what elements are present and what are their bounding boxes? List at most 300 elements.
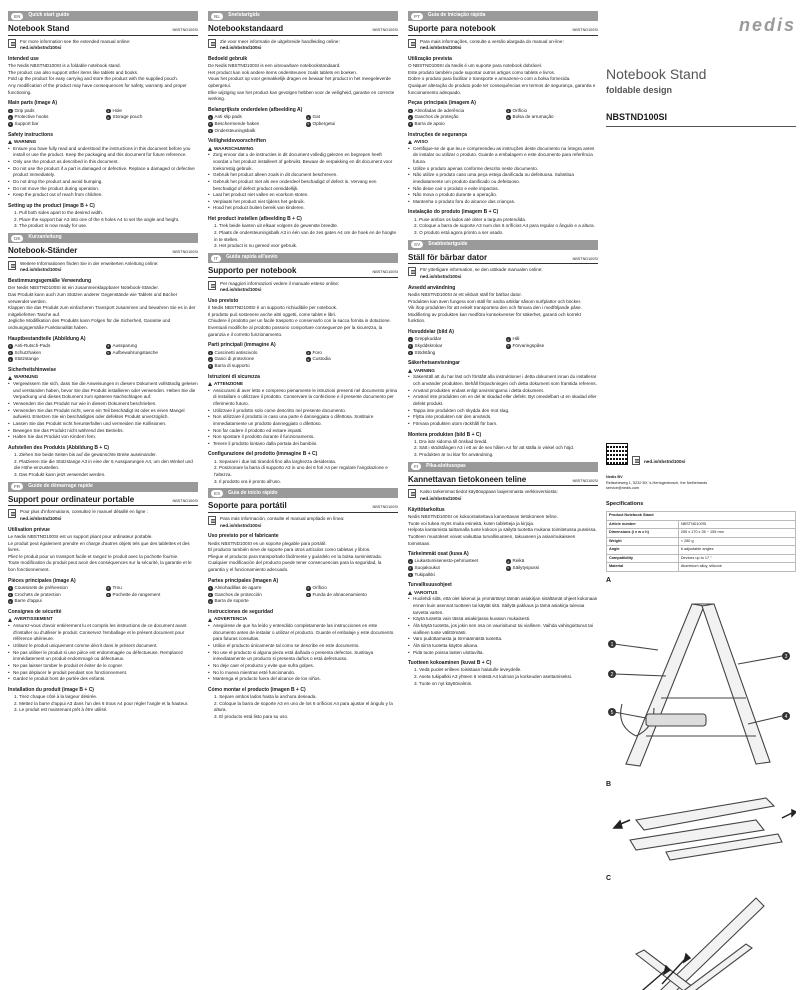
part-item <box>306 121 398 128</box>
part-number-icon: 3 <box>209 599 212 604</box>
title-row <box>8 23 198 36</box>
spec-key: Weight <box>607 537 679 546</box>
info-row <box>8 39 198 52</box>
part-number-icon: 5 <box>107 115 110 120</box>
intended-use-heading: Uso previsto por el fabricante <box>208 533 279 540</box>
section-es <box>208 488 398 720</box>
setup-step: 2. Aseta tukipalkki A3 yhteen 6 reiästä A4 kulman ja korkeuden asettamiseksi. <box>414 674 573 680</box>
manual-icon <box>8 261 16 270</box>
info-text: Para más información, consulte el manual ampliado en línea: <box>220 515 345 521</box>
part-item <box>106 343 198 350</box>
safety-item: • Ensure you have fully read and understood the instructions in this document before you install or use the product. Keep the packaging and this document for future reference. <box>8 146 198 159</box>
section-nl <box>208 11 398 250</box>
safety-item: • Assurez-vous d'avoir entièrement lu et compris les instructions de ce document avant d'installer ou d'utiliser le produit. Conservez l'emballage et le présent document pour référence ultérieure. <box>8 623 198 643</box>
part-label: Orifício <box>512 107 528 113</box>
language-bar-title: Guía de inicio rápido <box>228 489 278 496</box>
part-label: Skyddskrokar <box>414 343 443 349</box>
parts-list <box>408 336 598 356</box>
warning-text: VARNING <box>414 367 435 373</box>
info-row <box>408 489 598 502</box>
safety-item: • Säkerställ att du har läst och förstått alla instruktioner i detta dokument innan du installerar och använder produkten. Behåll förpackningen och detta dokument som framtida referens. <box>408 374 598 387</box>
part-number-icon: 2 <box>409 566 412 571</box>
part-number-icon: 2 <box>9 115 12 120</box>
spec-value: 6 adjustable angles <box>678 546 795 555</box>
safety-item: • Utilice el producto únicamente tal como se describe en este documento. <box>208 643 398 650</box>
title-row <box>208 23 398 36</box>
safety-item: • Pidä tuote poissa lasten ulottuvilta. <box>408 650 598 657</box>
column-1 <box>8 8 198 714</box>
part-item <box>408 114 500 121</box>
spec-row <box>607 554 796 563</box>
part-number-icon: 1 <box>9 344 12 349</box>
part-number-icon: 3 <box>209 364 212 369</box>
intended-use-line: Vouw het product op voor gemakkelijk dragen en bewaar het product in het meegeleverde opbergetui. <box>208 76 391 89</box>
safety-item: • No lo mueva mientras esté funcionando. <box>208 670 398 677</box>
info-text-block <box>220 281 339 294</box>
safety-item: • Halten Sie das Produkt von Kindern fern. <box>8 434 198 441</box>
intended-use-heading: Utilização prevista <box>408 55 452 62</box>
manual-icon <box>408 39 416 48</box>
part-label: Storage pouch <box>112 114 143 120</box>
part-label: Ondersteuningsbalk <box>214 127 256 133</box>
setup-step: 3. El producto está listo para su uso. <box>214 714 289 720</box>
language-badge: SV <box>411 241 423 248</box>
intended-use-line: Het product kan ook andere items ondersteunen zoals tablets en boeken. <box>208 69 358 75</box>
safety-item: • Tappa inte produkten och skydda den mot slag. <box>408 408 598 415</box>
intended-use-heading: Bestimmungsgemäße Verwendung <box>8 277 92 284</box>
intended-use-line: Any modification of the product may have consequences for safety, warranty and proper functioning. <box>8 83 187 95</box>
part-item <box>106 585 198 592</box>
spec-key: Compatibility <box>607 554 679 563</box>
manual-link[interactable]: ned.is/nbstnd100si <box>20 45 62 51</box>
manual-link[interactable]: ned.is/nbstnd100si <box>20 515 62 521</box>
safety-item: • Ne pas utiliser le produit si une pièce est endommagée ou défectueuse. Remplacez immédiatement un produit endommagé ou défectueux. <box>8 650 198 663</box>
section-fi <box>408 462 598 688</box>
part-label: Protective hooks <box>14 114 49 120</box>
part-label: Barra di supporto <box>214 363 250 368</box>
product-column <box>606 8 796 990</box>
safety-item: • Använd produkten endast enligt anvisningarna i detta dokument. <box>408 388 598 395</box>
language-badge: NL <box>211 13 223 20</box>
part-label: Barra de soporte <box>214 598 249 604</box>
part-item <box>506 114 598 121</box>
section-title: Soporte para portátil <box>208 501 287 511</box>
safety-item: • Tenere il prodotto lontano dalla portata dei bambini. <box>208 441 398 448</box>
setup-steps <box>208 223 398 250</box>
intended-use-line: Helpota kantamista taittamalla tuote kokoon ja säilytä tuotetta mukana toimitetussa pussissa. <box>408 527 597 533</box>
main-parts-heading: Tärkeimmät osat (kuva A) <box>408 551 469 558</box>
product-title: Notebook Stand <box>606 66 707 83</box>
part-label: Ganci di protezione <box>214 356 255 362</box>
spec-header: Product Notebook Stand <box>607 512 796 521</box>
part-item <box>8 598 100 605</box>
spec-value: 255 x 170 x 35 ~ 155 mm <box>678 529 795 538</box>
safety-item: • Verwenden Sie das Produkt nicht, wenn ein Teil beschädigt ist oder es einen Mangel aufweist. Ersetzen Sie ein beschädigtes oder defektes Produkt unverzüglich. <box>8 408 198 421</box>
part-item <box>306 585 398 592</box>
language-badge: ES <box>211 490 223 497</box>
spec-value: NBSTND100SI <box>678 520 795 529</box>
section-code: NBSTND100SI <box>572 28 598 33</box>
figure-c-label: C <box>606 875 612 883</box>
company-name: Nedis BV <box>606 475 623 480</box>
part-number-icon: 5 <box>507 115 510 120</box>
safety-item: • Do not use the product if a part is damaged or defective. Replace a damaged or defective product immediately. <box>8 166 198 179</box>
safety-heading: Sicherheitshinweise <box>8 367 57 373</box>
safety-list <box>8 381 198 441</box>
part-label: Tukipalkki <box>414 571 435 577</box>
part-number-icon: 1 <box>209 586 212 591</box>
warning-icon <box>408 591 412 595</box>
part-number-icon: 2 <box>9 350 12 355</box>
manual-link[interactable]: ned.is/nbstnd100si <box>420 495 462 501</box>
safety-item: • Varo pudottamasta ja törmäämästä tuotetta. <box>408 636 598 643</box>
title-row <box>8 245 198 258</box>
safety-list <box>408 374 598 427</box>
language-badge: EN <box>11 13 23 20</box>
part-number-icon: 2 <box>409 115 412 120</box>
part-label: Förvaringspåse <box>512 343 545 349</box>
part-item <box>8 343 100 350</box>
part-label: Anti-Rutsch-Pads <box>14 343 51 349</box>
safety-heading: Safety instructions <box>8 131 54 138</box>
safety-item: • Verplaats het product niet tijdens het gebruik. <box>208 199 398 206</box>
part-label: Barra de apoio <box>414 121 445 126</box>
part-label: Schutzhaken <box>14 349 42 355</box>
company-info <box>606 475 796 491</box>
callout-1: 1 <box>610 642 614 649</box>
part-item <box>306 350 398 357</box>
qr-code-icon <box>606 443 628 465</box>
intended-use-line: Nedis NBSTND100SI on kokoontaitettava kannettavan tietokoneen teline. <box>408 513 558 519</box>
warning-label <box>408 590 598 597</box>
warning-label <box>8 139 198 146</box>
part-label: Grip pads <box>14 107 35 113</box>
spec-key: Material <box>607 563 679 572</box>
setup-step: 1. Vedä puolet erilleen toisistaan halutulle leveydelle. <box>414 667 522 673</box>
part-label: Ganchos de proteção <box>414 114 459 120</box>
figure-a <box>606 586 796 776</box>
part-item <box>8 108 100 115</box>
info-row <box>208 516 398 529</box>
part-number-icon: 3 <box>409 572 412 577</box>
main-parts-heading: Huvuddelar (bild A) <box>408 329 454 336</box>
part-label: Almofadas de aderência <box>414 107 465 113</box>
column-3 <box>408 8 598 687</box>
language-badge: FI <box>411 463 421 470</box>
part-number-icon: 5 <box>307 122 310 127</box>
manual-link[interactable]: ned.is/nbstnd100si <box>20 267 62 273</box>
setup-steps <box>8 210 198 230</box>
warning-label <box>208 616 398 623</box>
manual-link[interactable]: ned.is/nbstnd100si <box>420 45 462 51</box>
setup-step: 2. Posizionare la barra di supporto A3 in uno dei 6 fori A4 per regolare l'angolazione e l'altezza. <box>214 465 388 478</box>
part-label: Aussparung <box>112 343 138 349</box>
part-item <box>106 592 198 599</box>
safety-item: • Asegúrese de que ha leído y entendido completamente las instrucciones en este documento antes de instalar o utilizar el producto. Guarde el embalaje y este documento para futuras consultas. <box>208 623 398 643</box>
safety-list <box>208 623 398 683</box>
intended-use-line: Chiudere il prodotto per un facile trasporto e conservarlo con la sacca fornita in dotazione. <box>208 318 391 324</box>
qr-link[interactable]: ned.is/nbstnd100si <box>644 458 686 464</box>
part-number-icon: 2 <box>209 592 212 597</box>
part-label: Bolsa de arrumação <box>512 114 554 120</box>
safety-item: • Only use the product as described in this document. <box>8 159 198 166</box>
part-item <box>106 350 198 357</box>
warning-text: WARNUNG <box>14 374 39 380</box>
intended-use-line: Il Nedis NBSTND100SI è un supporto richiudibile per notebook. <box>208 305 338 311</box>
part-label: Liukastumisenesto-pehmusteet <box>414 558 479 564</box>
callout-2: 2 <box>610 672 614 679</box>
parts-list <box>208 114 398 134</box>
main-parts-heading: Hauptbestandteile (Abbildung A) <box>8 335 86 342</box>
language-bar-title: Snelstartgids <box>228 12 260 19</box>
part-item <box>408 343 500 350</box>
safety-heading: Säkerhetsanvisningar <box>408 360 460 367</box>
part-number-icon: 5 <box>107 592 110 597</box>
language-bar-title: Kurzanleitung <box>28 234 62 241</box>
part-label: Opbergetui <box>312 121 336 126</box>
spec-key: Dimensions (l x w x h) <box>607 529 679 538</box>
safety-item: • Lassen Sie das Produkt nicht herunterfallen und vermeiden Sie Kollisionen. <box>8 421 198 428</box>
intended-use-line: The product can also support other items like tablets and books. <box>8 69 139 75</box>
manual-link[interactable]: ned.is/nbstnd100si <box>220 522 262 528</box>
part-number-icon: 1 <box>409 337 412 342</box>
warning-label <box>408 139 598 146</box>
manual-link[interactable]: ned.is/nbstnd100si <box>220 287 262 293</box>
warning-icon <box>208 618 212 622</box>
main-parts-heading: Main parts (image A) <box>8 100 57 107</box>
intended-use-line: Le Nedis NBSTND100SI est un support pliant pour ordinateur portable. <box>8 533 153 539</box>
setup-step: 2. Coloque a barra de suporte A3 num dos 6 orifícios A4 para regular o ângulo e a altura. <box>414 223 595 229</box>
part-number-icon: 1 <box>9 108 12 113</box>
safety-item: • Älä siirrä tuotetta käytön aikana. <box>408 643 598 650</box>
spec-row <box>607 529 796 538</box>
safety-item: • Utilisez le produit uniquement comme décrit dans le présent document. <box>8 643 198 650</box>
warning-label <box>8 616 198 623</box>
part-number-icon: 5 <box>507 566 510 571</box>
section-code: NBSTND100SI <box>172 28 198 33</box>
warning-icon <box>408 140 412 144</box>
main-parts-heading: Partes principales (imagen A) <box>208 577 279 584</box>
part-label: Cuscinetti antiscivolo <box>214 349 258 355</box>
part-item <box>208 356 300 363</box>
intended-use-line: Qualquer alteração do produto pode ter consequências em termos de segurança, garantia e funcionamento adequado. <box>408 83 596 95</box>
manual-link[interactable]: ned.is/nbstnd100si <box>220 45 262 51</box>
qr-row <box>606 443 796 465</box>
title-row <box>8 494 198 507</box>
info-text-block <box>420 489 558 502</box>
language-badge: FR <box>11 483 23 490</box>
spec-row <box>607 563 796 572</box>
part-number-icon: 5 <box>107 350 110 355</box>
part-item <box>208 121 300 128</box>
language-bar-title: Guida rapida all'avvio <box>226 254 278 261</box>
setup-heading: Montera produkten (bild B + C) <box>408 431 482 438</box>
title-row <box>408 23 598 36</box>
part-number-icon: 1 <box>209 350 212 355</box>
intended-use-line: Il prodotto può sostenere anche altri oggetti, come tablet e libri. <box>208 311 337 317</box>
part-number-icon: 2 <box>9 592 12 597</box>
part-number-icon: 3 <box>9 122 12 127</box>
safety-item: • Använd inte produkten om en del är skadad eller defekt. Byt omedelbart ut en skadad eller defekt produkt. <box>408 394 598 407</box>
warning-icon <box>208 382 212 386</box>
figure-a-label: A <box>606 576 612 584</box>
part-item <box>408 336 500 343</box>
setup-step: 2. Mettez la barre d'appui A3 dans l'un des 6 trous A4 pour régler l'angle et la hauteur. <box>14 700 189 706</box>
setup-step: 3. Le produit est maintenant prêt à être utilisé. <box>14 707 108 713</box>
part-number-icon: 4 <box>507 337 510 342</box>
title-row <box>408 252 598 265</box>
setup-steps <box>8 452 198 479</box>
part-label: Beschermende haken <box>214 121 260 126</box>
part-item <box>8 350 100 357</box>
product-code: NBSTND100SI <box>606 111 796 127</box>
warning-text: ADVERTENCIA <box>214 616 248 622</box>
main-parts-heading: Peças principais (imagem A) <box>408 100 476 107</box>
part-number-icon: 1 <box>209 115 212 120</box>
setup-step: 1. Tirez chaque côté à la largeur désirée. <box>14 694 98 700</box>
info-text: För ytterligare information, se den utökade manualen online: <box>420 267 543 273</box>
setup-step: 3. Das Produkt kann jetzt verwendet werden. <box>14 472 106 478</box>
safety-list <box>8 623 198 683</box>
setup-heading: Aufstellen des Produkts (Abbildung B + C) <box>8 444 109 451</box>
safety-item: • Älä käytä tuotetta, jos jokin sen osa on vaurioitunut tai viallinen. Vaihda vahingoittunut tai viallinen tuote välittömästi. <box>408 623 598 636</box>
parts-list <box>8 585 198 605</box>
part-label: Stödstång <box>414 349 436 355</box>
spec-row <box>607 537 796 546</box>
safety-heading: Veiligheidsvoorschriften <box>208 138 267 145</box>
section-title: Ställ för bärbar dator <box>408 252 488 262</box>
part-number-icon: 3 <box>409 350 412 355</box>
part-number-icon: 1 <box>9 586 12 591</box>
setup-step: 3. Il prodotto ora è pronto all'uso. <box>214 478 282 484</box>
part-number-icon: 2 <box>409 344 412 349</box>
spec-table <box>606 511 796 572</box>
setup-step: 3. Het product is nu gereed voor gebruik. <box>214 243 298 249</box>
manual-icon <box>408 489 416 498</box>
part-number-icon: 3 <box>9 599 12 604</box>
setup-step: 1. Puxe ambos os lados até obter a largura pretendida. <box>414 216 527 222</box>
setup-step: 1. Separare i due lati tirandoli fino alla larghezza desiderata. <box>214 458 337 464</box>
manual-link[interactable]: ned.is/nbstnd100si <box>420 273 462 279</box>
part-number-icon: 4 <box>307 115 310 120</box>
intended-use-line: The Nedis NBSTND100SI is a foldable notebook stand. <box>8 63 121 69</box>
safety-item: • Utilize o produto apenas conforme descrito neste documento. <box>408 166 598 173</box>
part-item <box>306 114 398 121</box>
intended-use-line: Toute modification du produit peut avoir des conséquences sur la sécurité, la garantie et le bon fonctionnement. <box>8 560 192 573</box>
spec-value: Aluminium alloy, silicone <box>678 563 795 572</box>
intended-use-line: Este produto também pode suportar outros artigos como tablets e livros. <box>408 69 556 75</box>
safety-item: • Houd het product buiten bereik van kinderen. <box>208 205 398 212</box>
warning-text: VAROITUS <box>414 589 438 595</box>
intended-use-heading: Utilisation prévue <box>8 526 50 533</box>
part-number-icon: 3 <box>409 122 412 127</box>
part-label: Foro <box>312 349 322 355</box>
setup-heading: Instalação do produto (imagem B + C) <box>408 209 499 216</box>
info-text: Zie voor meer informatie de uitgebreide handleiding online: <box>220 38 340 44</box>
parts-list <box>208 585 398 605</box>
part-number-icon: 1 <box>409 559 412 564</box>
intended-use-line: Das Produkt kann auch zum Stützen anderer Gegenstände wie Tablets und Bücher verwendet werden. <box>8 291 178 304</box>
part-item <box>408 572 500 579</box>
part-item <box>208 114 300 121</box>
safety-item: • Do not drop the product and avoid bumping. <box>8 179 198 186</box>
parts-list <box>8 108 198 128</box>
intended-use-line: Jegliche Modifikation des Produkts kann Folgen für die Sicherheit, Garantie und ordnungsgemäße Funktionalität haben. <box>8 318 171 331</box>
part-label: Pochette de rangement <box>112 591 161 597</box>
part-label: Säilytyspussi <box>512 565 540 571</box>
language-bar-title: Quick start guide <box>28 12 70 19</box>
spec-row <box>607 520 796 529</box>
part-number-icon: 5 <box>507 344 510 349</box>
part-number-icon: 2 <box>209 122 212 127</box>
safety-item: • Keep the product out of reach from children. <box>8 192 198 199</box>
safety-item: • Bewegen Sie das Produkt nicht während des Betriebs. <box>8 428 198 435</box>
manual-icon <box>208 281 216 290</box>
brand-logo: nedis <box>738 15 796 35</box>
intended-use-line: El producto también sirve de soporte para otros artículos como tabletas y libros. <box>208 547 371 553</box>
warning-text: ATTENZIONE <box>214 380 244 386</box>
part-number-icon: 1 <box>409 108 412 113</box>
intended-use-line: Nedis NBSTND100SI är ett vikbart ställ för bärbar dator. <box>408 291 522 297</box>
column-2 <box>208 8 398 721</box>
language-bar <box>408 240 598 250</box>
manual-icon <box>208 516 216 525</box>
main-parts-heading: Pièces principales (image A) <box>8 577 76 584</box>
spec-heading: Specifications <box>606 501 644 508</box>
part-item <box>408 565 500 572</box>
info-row <box>408 267 598 280</box>
part-item <box>208 598 300 605</box>
setup-step: 1. Ziehen Sie beide Seiten bis auf die gewünschte Breite auseinander. <box>14 452 157 458</box>
section-pt <box>408 11 598 237</box>
part-label: Funda de almacenamiento <box>312 591 367 597</box>
spec-value: < 280 g <box>678 537 795 546</box>
part-item <box>8 592 100 599</box>
safety-item: • Laat het product niet vallen en voorkom stoten. <box>208 192 398 199</box>
setup-step: 1. Separe ambos lados hasta la anchura deseada. <box>214 694 317 700</box>
intended-use-line: Produkten kan även fungera som ställ för andra artiklar såsom surfplattor och böcker. <box>408 298 582 304</box>
language-bar-title: Guia de iniciação rápida <box>427 12 486 19</box>
setup-steps <box>208 694 398 721</box>
part-label: Aufbewahrungstasche <box>112 349 158 355</box>
part-item <box>408 121 500 128</box>
part-label: Orificio <box>312 585 327 591</box>
callout-3: 3 <box>784 654 788 661</box>
info-text-block <box>420 39 564 52</box>
setup-steps <box>408 217 598 237</box>
section-title: Kannettavan tietokoneen teline <box>408 474 527 484</box>
intended-use-line: Tuotteen muutokset voivat vaikuttaa turvallisuuteen, takuuseen ja asianmukaiseen toimintaan. <box>408 533 576 546</box>
setup-steps <box>408 439 598 459</box>
intended-use-line: De Nedis NBSTND100SI is een uitvouwbare notebookstandaard. <box>208 63 341 69</box>
part-label: Custodia <box>312 356 331 362</box>
safety-item: • No deje caer el producto y evite que sufra golpes. <box>208 663 398 670</box>
product-subtitle: foldable design <box>606 85 673 96</box>
part-item <box>306 356 398 363</box>
part-item <box>506 558 598 565</box>
part-label: Greppkuddar <box>414 336 442 342</box>
part-number-icon: 2 <box>209 357 212 362</box>
setup-step: 2. Sätt i stödstången A3 i ett av de sex hålen A4 för att ställa in vinkel och höjd. <box>414 445 575 451</box>
section-title: Supporto per notebook <box>208 266 297 275</box>
section-title: Notebook Stand <box>8 24 70 33</box>
callout-4: 4 <box>784 714 788 721</box>
section-sv <box>408 240 598 459</box>
section-code: NBSTND100SI <box>372 270 398 275</box>
info-row <box>408 39 598 52</box>
part-item <box>506 343 598 350</box>
section-it <box>208 253 398 485</box>
